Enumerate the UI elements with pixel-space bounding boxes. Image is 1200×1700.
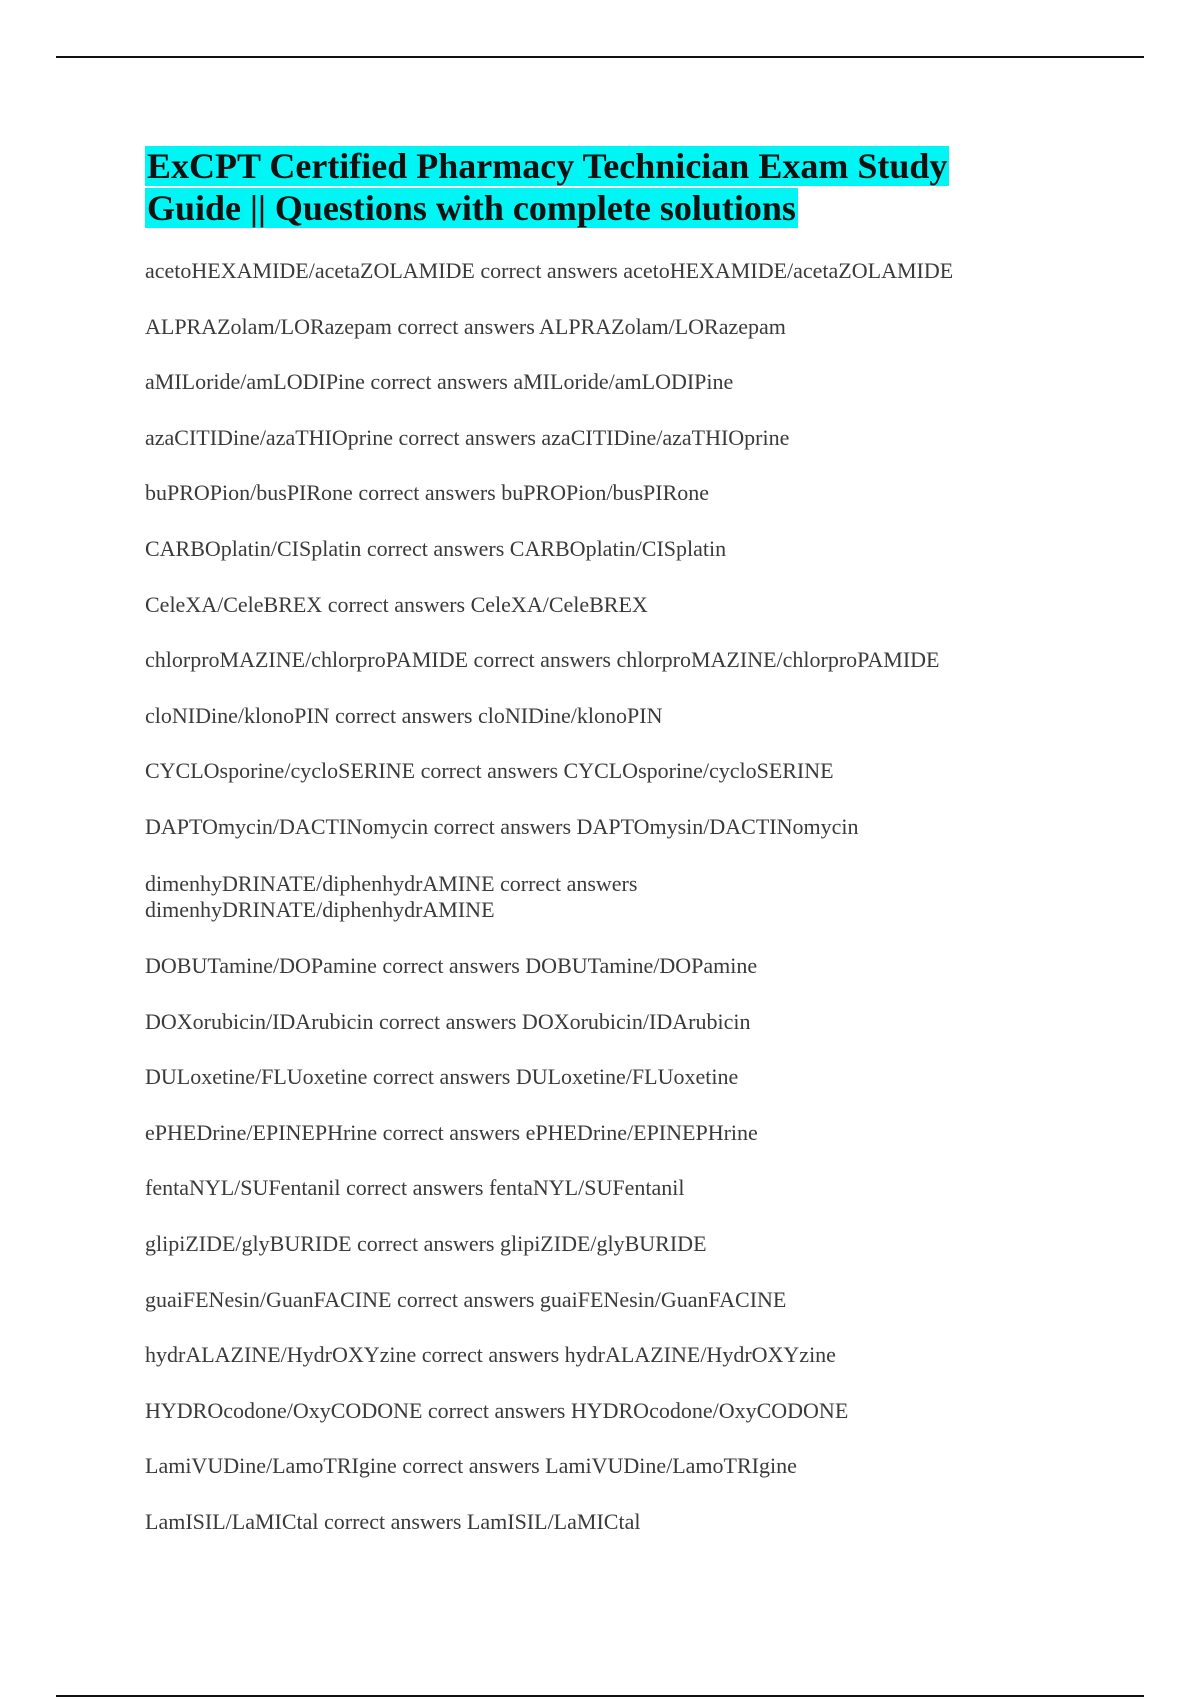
list-item: ePHEDrine/EPINEPHrine correct answers ePHEDrine/EPINEPHrine <box>145 1120 758 1145</box>
list-item: LamiVUDine/LamoTRIgine correct answers LamiVUDine/LamoTRIgine <box>145 1453 797 1478</box>
footer-rule <box>56 1695 1144 1697</box>
list-item: fentaNYL/SUFentanil correct answers fentaNYL/SUFentanil <box>145 1175 685 1200</box>
list-item: glipiZIDE/glyBURIDE correct answers glipiZIDE/glyBURIDE <box>145 1231 707 1256</box>
list-item: CARBOplatin/CISplatin correct answers CARBOplatin/CISplatin <box>145 536 727 561</box>
list-item: cloNIDine/klonoPIN correct answers cloNIDine/klonoPIN <box>145 703 663 728</box>
list-item: LamISIL/LaMICtal correct answers LamISIL/LaMICtal <box>145 1509 641 1534</box>
title-line-1: ExCPT Certified Pharmacy Technician Exam Study <box>147 146 948 186</box>
list-item: DOXorubicin/IDArubicin correct answers DOXorubicin/IDArubicin <box>145 1009 751 1034</box>
list-item: dimenhyDRINATE/diphenhydrAMINE correct answers dimenhyDRINATE/diphenhydrAMINE <box>145 871 638 922</box>
document-title <box>145 145 985 229</box>
list-item: hydrALAZINE/HydrOXYzine correct answers hydrALAZINE/HydrOXYzine <box>145 1342 836 1367</box>
header-rule <box>56 56 1144 58</box>
title-line-2: Guide || Questions with complete solutions <box>147 188 796 228</box>
list-item: DAPTOmycin/DACTINomycin correct answers DAPTOmysin/DACTINomycin <box>145 814 859 839</box>
list-item: acetoHEXAMIDE/acetaZOLAMIDE correct answers acetoHEXAMIDE/acetaZOLAMIDE <box>145 258 954 283</box>
list-item: CeleXA/CeleBREX correct answers CeleXA/CeleBREX <box>145 592 648 617</box>
list-item: HYDROcodone/OxyCODONE correct answers HYDROcodone/OxyCODONE <box>145 1398 849 1423</box>
list-item: DOBUTamine/DOPamine correct answers DOBUTamine/DOPamine <box>145 953 758 978</box>
list-item: azaCITIDine/azaTHIOprine correct answers azaCITIDine/azaTHIOprine <box>145 425 790 450</box>
list-item: chlorproMAZINE/chlorproPAMIDE correct answers chlorproMAZINE/chlorproPAMIDE <box>145 647 940 672</box>
list-item: aMILoride/amLODIPine correct answers aMILoride/amLODIPine <box>145 369 734 394</box>
list-item: guaiFENesin/GuanFACINE correct answers guaiFENesin/GuanFACINE <box>145 1287 787 1312</box>
list-item: ALPRAZolam/LORazepam correct answers ALPRAZolam/LORazepam <box>145 314 786 339</box>
list-item: CYCLOsporine/cycloSERINE correct answers CYCLOsporine/cycloSERINE <box>145 758 834 783</box>
list-item: buPROPion/busPIRone correct answers buPROPion/busPIRone <box>145 480 710 505</box>
list-item: DULoxetine/FLUoxetine correct answers DULoxetine/FLUoxetine <box>145 1064 739 1089</box>
